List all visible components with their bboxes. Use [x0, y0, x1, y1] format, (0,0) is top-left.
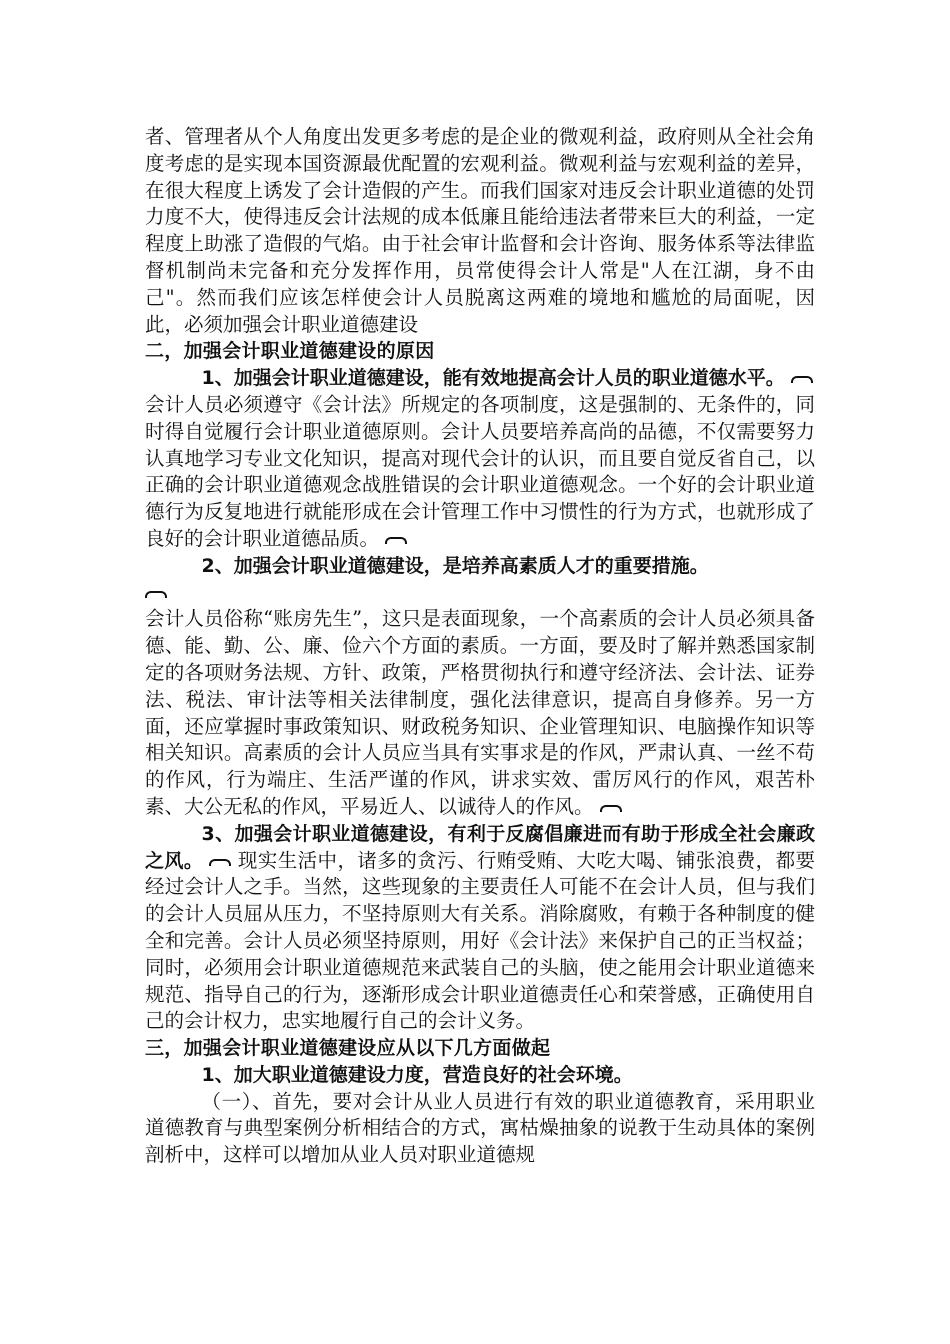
- document-page: [145, 124, 815, 1169]
- section-2-item-3-title: 3、加强会计职业道德建设，有利于反腐倡廉进而有助于形成全社会廉政之风。: [145, 822, 815, 872]
- section-2-item-2-body: [145, 606, 815, 820]
- paragraph-mark-icon: [209, 859, 231, 866]
- section-2-item-2-body-text: 会计人员俗称“账房先生”，这只是表面现象，一个高素质的会计人员必须具备德、能、勤、公、廉、俭六个方面的素质。一方面，要及时了解并熟悉国家制定的各项财务法规、方针、政策，严格贯彻执行和遵守经济法、会计法、证券法、税法、审计法等相关法律制度，强化法律意识，提高自身修养。另一方面，还应掌握时事政策知识、财政税务知识、企业管理知识、电脑操作知识等相关知识。高素质的会计人员应当具有实事求是的作风，严肃认真、一丝不苟的作风，行为端庄、生活严谨的作风，讲求实效、雷厉风行的作风，艰苦朴素、大公无私的作风，平易近人、以诚待人的作风。: [145, 607, 815, 818]
- section-3-item-1-title: 1、加大职业道德建设力度，营造良好的社会环境。: [201, 1063, 633, 1086]
- section-2-item-1-title: 1、加强会计职业道德建设，能有效地提高会计人员的职业道德水平。: [201, 367, 785, 390]
- section-2-item-3-paragraph: [145, 821, 815, 1035]
- paragraph-mark-icon: [600, 805, 622, 812]
- intro-paragraph: 者、管理者从个人角度出发更多考虑的是企业的微观利益，政府则从全社会角度考虑的是实现本国资源最优配置的宏观利益。微观利益与宏观利益的差异，在很大程度上诱发了会计造假的产生。而我们国家对违反会计职业道德的处罚力度不大，使得违反会计法规的成本低廉且能给违法者带来巨大的利益，一定程度上助涨了造假的气焰。由于社会审计监督和会计咨询、服务体系等法律监督机制尚未完备和充分发挥作用，员常使得会计人常是"人在江湖，身不由己"。然而我们应该怎样使会计人员脱离这两难的境地和尴尬的局面呢，因此，必须加强会计职业道德建设: [145, 125, 815, 336]
- section-2-heading: 二，加强会计职业道德建设的原因: [145, 340, 435, 363]
- section-3-item-1-sub-1: （一）、首先，要对会计从业人员进行有效的职业道德教育，采用职业道德教育与典型案例分析相结合的方式，寓枯燥抽象的说教于生动具体的案例剖析中，这样可以增加从业人员对职业道德规: [145, 1089, 815, 1167]
- paragraph-mark-line: [145, 580, 815, 607]
- section-2-item-2-title: 2、加强会计职业道德建设，是培养高素质人才的重要措施。: [201, 554, 709, 577]
- section-2-item-3-body-text: 现实生活中，诸多的贪污、行贿受贿、大吃大喝、铺张浪费，都要经过会计人之手。当然，这些现象的主要责任人可能不在会计人员，但与我们的会计人员屈从压力，不坚持原则大有关系。消除腐败，有赖于各种制度的健全和完善。会计人员必须坚持原则，用好《会计法》来保护自己的正当权益；同时，必须用会计职业道德规范来武装自己的头脑，使之能用会计职业道德来规范、指导自己的行为，逐渐形成会计职业道德责任心和荣誉感，正确使用自己的会计权力，忠实地履行自己的会计义务。: [145, 848, 815, 1033]
- section-2-item-1-body: [145, 392, 815, 553]
- paragraph-mark-icon: [791, 376, 813, 383]
- section-2-item-1-body-text: 会计人员必须遵守《会计法》所规定的各项制度，这是强制的、无条件的，同时得自觉履行会计职业道德原则。会计人员要培养高尚的品德，不仅需要努力认真地学习专业文化知识，提高对现代会计的认识，而且要自觉反省自己，以正确的会计职业道德观念战胜错误的会计职业道德观念。一个好的会计职业道德行为反复地进行就能形成在会计管理工作中习惯性的行为方式，也就形成了良好的会计职业道德品质。: [145, 392, 815, 550]
- section-3-item-1-title-paragraph: [145, 1062, 815, 1089]
- paragraph-mark-icon: [385, 537, 407, 544]
- section-2-item-1-title-paragraph: [145, 365, 815, 392]
- paragraph-mark-icon: [145, 591, 167, 598]
- section-2-item-2-title-paragraph: [145, 553, 815, 580]
- section-3-heading: 三，加强会计职业道德建设应从以下几方面做起: [145, 1037, 551, 1060]
